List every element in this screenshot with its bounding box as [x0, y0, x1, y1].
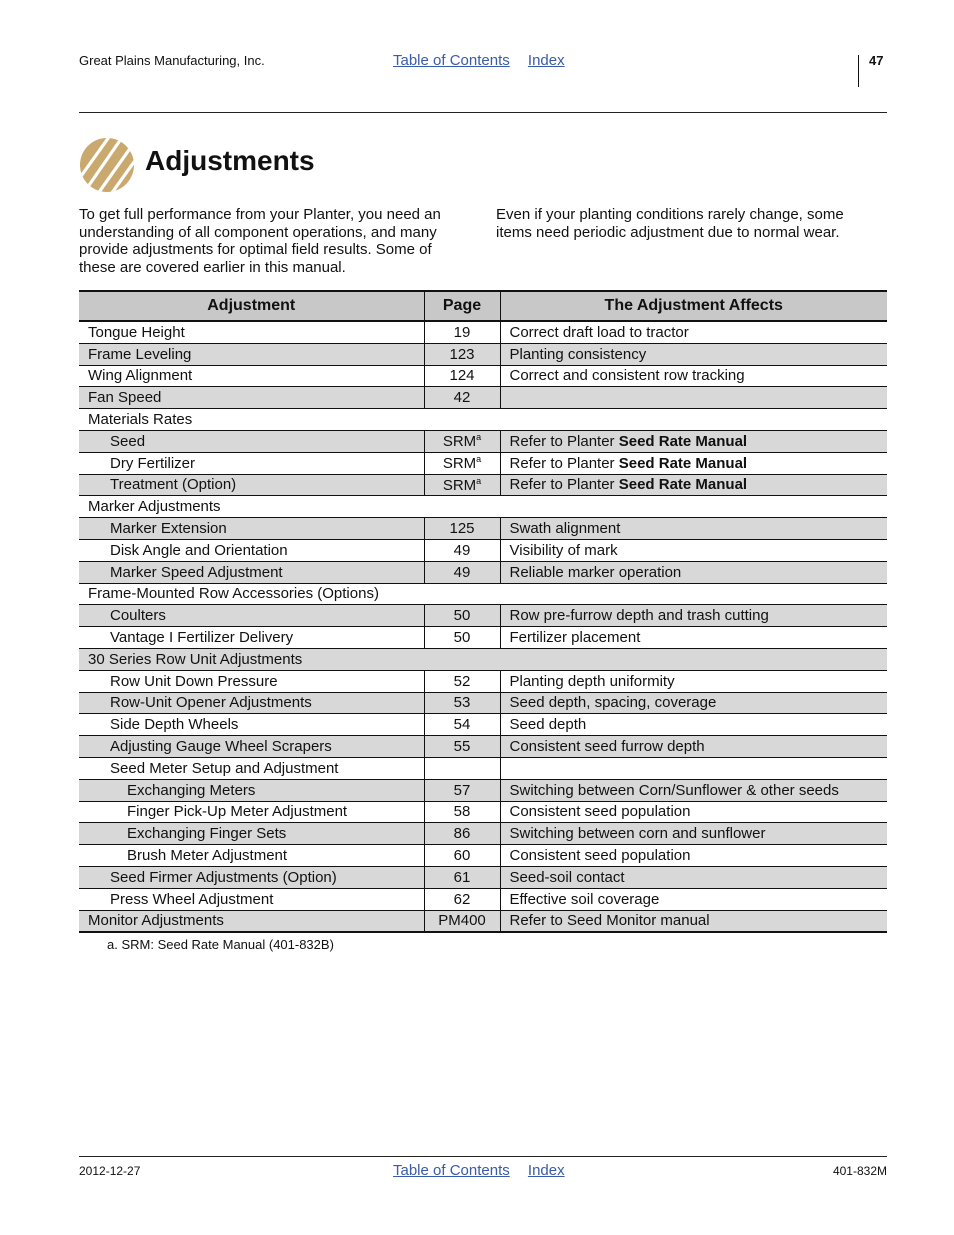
adjustment-cell: Tongue Height: [79, 321, 424, 343]
affects-cell: [500, 888, 887, 910]
table-row: [79, 845, 887, 867]
table-row: [79, 866, 887, 888]
affects-text: Switching between corn and sunflower: [509, 825, 766, 843]
page-ref-text: 19: [453, 323, 471, 341]
table-row: [79, 910, 887, 932]
header-nav: [393, 52, 579, 69]
table-row: [79, 539, 887, 561]
affects-text: Row pre-furrow depth and trash cutting: [509, 607, 769, 625]
adjustment-cell: Treatment (Option): [79, 474, 424, 496]
adjustment-cell: Finger Pick-Up Meter Adjustment: [79, 801, 424, 823]
page-ref-text: 54: [453, 716, 471, 734]
affects-cell: [500, 518, 887, 540]
document-number: 401-832M: [832, 1164, 887, 1178]
index-link[interactable]: Index: [527, 52, 565, 69]
page-ref-text: 62: [453, 890, 471, 908]
affects-text: Fertilizer placement: [509, 629, 641, 647]
adjustment-group-cell: 30 Series Row Unit Adjustments: [79, 648, 887, 670]
affects-text: Swath alignment: [509, 520, 621, 538]
page-cell: [424, 736, 500, 758]
page-cell: [424, 452, 500, 474]
table-row: [79, 387, 887, 409]
adjustment-cell: Coulters: [79, 605, 424, 627]
footer-rule: [79, 1156, 887, 1157]
page-number: 47: [869, 53, 884, 68]
adjustment-cell: Side Depth Wheels: [79, 714, 424, 736]
affects-cell: [500, 539, 887, 561]
adjustment-cell: Press Wheel Adjustment: [79, 888, 424, 910]
affects-cell: [500, 561, 887, 583]
footer-nav: [393, 1162, 579, 1179]
affects-cell: [500, 736, 887, 758]
page-cell: [424, 387, 500, 409]
affects-text: Visibility of mark: [509, 541, 618, 559]
affects-cell: [500, 387, 887, 409]
table-row: [79, 321, 887, 343]
adjustment-cell: Adjusting Gauge Wheel Scrapers: [79, 736, 424, 758]
adjustment-cell: Dry Fertilizer: [79, 452, 424, 474]
affects-cell: [500, 801, 887, 823]
table-of-contents-link[interactable]: Table of Contents: [393, 52, 510, 69]
page-cell: [424, 627, 500, 649]
page-ref-text: 61: [453, 868, 471, 886]
page-ref-text: 42: [453, 389, 471, 407]
table-of-contents-link[interactable]: Table of Contents: [393, 1162, 510, 1179]
page-cell: [424, 692, 500, 714]
table-row: [79, 409, 887, 431]
adjustment-cell: Seed: [79, 430, 424, 452]
adjustment-cell: Frame Leveling: [79, 343, 424, 365]
table-row: [79, 605, 887, 627]
table-header-row: [79, 291, 887, 321]
affects-bold-text: Seed Rate Manual: [618, 432, 748, 450]
page-ref-text: 124: [449, 367, 475, 385]
page-cell: [424, 605, 500, 627]
adjustment-group-cell: Frame-Mounted Row Accessories (Options): [79, 583, 887, 605]
table-row: [79, 670, 887, 692]
affects-text: Reliable marker operation: [509, 563, 682, 581]
page-cell: [424, 321, 500, 343]
column-header-affects: The Adjustment Affects: [500, 291, 887, 321]
table-row: [79, 561, 887, 583]
footnote-marker: a: [476, 432, 482, 443]
page-ref-text: 60: [453, 847, 471, 865]
affects-cell: [500, 779, 887, 801]
adjustment-cell: Row Unit Down Pressure: [79, 670, 424, 692]
page-cell: [424, 714, 500, 736]
page-ref-text: 49: [453, 563, 471, 581]
affects-text: Seed-soil contact: [509, 868, 625, 886]
table-row: [79, 692, 887, 714]
affects-cell: [500, 365, 887, 387]
affects-text: Refer to Seed Monitor manual: [509, 912, 710, 930]
affects-cell: [500, 866, 887, 888]
table-row: [79, 648, 887, 670]
adjustment-cell: Marker Extension: [79, 518, 424, 540]
page-ref-text: 58: [453, 803, 471, 821]
page-cell: [424, 670, 500, 692]
affects-cell: [500, 670, 887, 692]
page-cell: [424, 823, 500, 845]
header-rule: [79, 112, 887, 113]
affects-text: Seed depth, spacing, coverage: [509, 694, 717, 712]
table-row: [79, 518, 887, 540]
page-ref-text: SRM: [442, 455, 477, 473]
adjustment-cell: Seed Firmer Adjustments (Option): [79, 866, 424, 888]
affects-text: Effective soil coverage: [509, 890, 660, 908]
footnote: a. SRM: Seed Rate Manual (401-832B): [107, 937, 334, 952]
affects-text: Refer to Planter: [509, 476, 619, 494]
table-row: [79, 452, 887, 474]
table-row: [79, 583, 887, 605]
table-row: [79, 779, 887, 801]
page-title: Adjustments: [145, 145, 315, 176]
page-ref-text: SRM: [442, 476, 477, 494]
page-ref-text: 123: [449, 345, 475, 363]
page-cell: [424, 779, 500, 801]
affects-cell: [500, 430, 887, 452]
adjustment-cell: Vantage I Fertilizer Delivery: [79, 627, 424, 649]
adjustment-cell: Marker Speed Adjustment: [79, 561, 424, 583]
intro-paragraph-right: Even if your planting conditions rarely change, some items need periodic adjustment due to normal wear.: [496, 206, 844, 241]
page-cell: [424, 539, 500, 561]
footer-date: 2012-12-27: [79, 1164, 141, 1178]
page-cell: [424, 801, 500, 823]
page-cell: [424, 430, 500, 452]
table-row: [79, 714, 887, 736]
page-ref-text: 86: [453, 825, 471, 843]
table-row: [79, 757, 887, 779]
affects-text: Refer to Planter: [509, 432, 619, 450]
table-row: [79, 823, 887, 845]
affects-cell: [500, 910, 887, 932]
section-sun-logo-icon: [79, 137, 135, 193]
adjustment-cell: Exchanging Meters: [79, 779, 424, 801]
adjustment-cell: Brush Meter Adjustment: [79, 845, 424, 867]
intro-paragraph-left: To get full performance from your Planter, you need an understanding of all component operations, and many provide adjustments for optimal field results. Some of these are covered earlier in this manual.: [79, 206, 441, 276]
table-row: [79, 365, 887, 387]
page-ref-text: 53: [453, 694, 471, 712]
index-link[interactable]: Index: [527, 1162, 565, 1179]
affects-text: Consistent seed population: [509, 803, 691, 821]
affects-bold-text: Seed Rate Manual: [618, 454, 748, 472]
page-ref-text: 50: [453, 629, 471, 647]
affects-cell: [500, 692, 887, 714]
adjustment-cell: Row-Unit Opener Adjustments: [79, 692, 424, 714]
adjustments-table: [79, 290, 887, 933]
column-header-page: Page: [424, 291, 500, 321]
affects-text: Planting consistency: [509, 345, 647, 363]
adjustment-group-cell: Materials Rates: [79, 409, 887, 431]
adjustment-group-cell: Marker Adjustments: [79, 496, 887, 518]
page-ref-text: PM400: [438, 912, 486, 930]
affects-text: Correct and consistent row tracking: [509, 367, 745, 385]
affects-text: Correct draft load to tractor: [509, 323, 689, 341]
table-row: [79, 496, 887, 518]
footnote-marker: a: [476, 454, 482, 465]
affects-cell: [500, 757, 887, 779]
page-cell: [424, 518, 500, 540]
page-cell: [424, 866, 500, 888]
page-ref-text: 52: [453, 672, 471, 690]
footnote-marker: a: [476, 475, 482, 486]
table-row: [79, 627, 887, 649]
affects-text: Seed depth: [509, 716, 587, 734]
page-ref-text: 125: [449, 520, 475, 538]
page-cell: [424, 561, 500, 583]
page-ref-text: 55: [453, 738, 471, 756]
page-cell: [424, 474, 500, 496]
affects-cell: [500, 845, 887, 867]
page-cell: [424, 845, 500, 867]
affects-cell: [500, 452, 887, 474]
page-cell: [424, 910, 500, 932]
table-row: [79, 474, 887, 496]
column-header-adjustment: Adjustment: [79, 291, 424, 321]
table-row: [79, 430, 887, 452]
affects-text: Planting depth uniformity: [509, 672, 675, 690]
adjustment-cell: Exchanging Finger Sets: [79, 823, 424, 845]
page-cell: [424, 365, 500, 387]
page-cell: [424, 343, 500, 365]
adjustment-cell: Disk Angle and Orientation: [79, 539, 424, 561]
adjustment-cell: Monitor Adjustments: [79, 910, 424, 932]
affects-cell: [500, 627, 887, 649]
page-ref-text: 50: [453, 607, 471, 625]
affects-text: Consistent seed furrow depth: [509, 738, 705, 756]
affects-text: Refer to Planter: [509, 454, 619, 472]
page-ref-text: SRM: [442, 433, 477, 451]
adjustment-cell: Seed Meter Setup and Adjustment: [79, 757, 424, 779]
adjustment-cell: Wing Alignment: [79, 365, 424, 387]
page-cell: [424, 888, 500, 910]
affects-cell: [500, 474, 887, 496]
table-row: [79, 888, 887, 910]
table-row: [79, 736, 887, 758]
company-name: Great Plains Manufacturing, Inc.: [79, 53, 265, 68]
affects-cell: [500, 321, 887, 343]
affects-cell: [500, 343, 887, 365]
affects-text: Switching between Corn/Sunflower & other seeds: [509, 781, 839, 799]
affects-bold-text: Seed Rate Manual: [618, 476, 748, 494]
page-ref-text: 49: [453, 541, 471, 559]
affects-cell: [500, 714, 887, 736]
page-ref-text: 57: [453, 781, 471, 799]
table-row: [79, 343, 887, 365]
affects-text: Consistent seed population: [509, 847, 691, 865]
table-row: [79, 801, 887, 823]
affects-cell: [500, 605, 887, 627]
affects-cell: [500, 823, 887, 845]
page-cell: [424, 757, 500, 779]
header-divider: [858, 55, 859, 87]
adjustment-cell: Fan Speed: [79, 387, 424, 409]
